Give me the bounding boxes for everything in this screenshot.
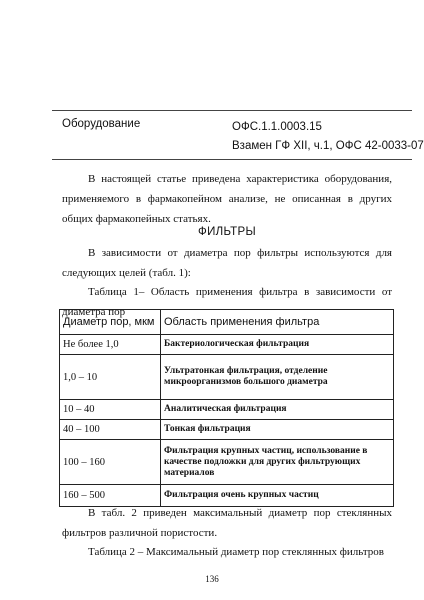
header-meta [232,118,424,156]
table-row [60,400,394,420]
column-header: Диаметр пор, мкм [60,310,161,335]
pore-diameter-cell: 100 – 160 [60,440,161,485]
application-cell: Тонкая фильтрация [161,420,394,440]
filters-paragraph: В зависимости от диаметра пор фильтры используются для следующих целей (табл. 1): [62,247,392,279]
pore-diameter-cell: 160 – 500 [60,485,161,507]
table-row [60,335,394,355]
intro-paragraph: В настоящей статье приведена характеристика оборудования, применяемого в фармакопейном анализе, не описанная в других общих фармакопейных статьях. [62,173,392,225]
table-header-row [60,310,394,335]
section-heading: ФИЛЬТРЫ [198,226,256,238]
pore-diameter-cell: 1,0 – 10 [60,355,161,400]
header-bottom-rule [52,159,412,160]
header-code: ОФС.1.1.0003.15 [232,121,322,133]
pore-diameter-cell: 10 – 40 [60,400,161,420]
table-row [60,355,394,400]
pore-diameter-cell: Не более 1,0 [60,335,161,355]
application-cell: Фильтрация очень крупных частиц [161,485,394,507]
pore-diameter-cell: 40 – 100 [60,420,161,440]
table2-reference-paragraph: В табл. 2 приведен максимальный диаметр пор стеклянных фильтров различной пористости. [62,507,392,539]
application-cell: Бактериологическая фильтрация [161,335,394,355]
table1-caption: Таблица 1– Область применения фильтра в зависимости от диаметра пор [62,286,392,318]
application-cell: Фильтрация крупных частиц, использование в качестве подложки для других фильтрующих материалов [161,440,394,485]
application-cell: Ультратонкая фильтрация, отделение микроорганизмов большого диаметра [161,355,394,400]
filter-application-table [59,309,394,507]
table2-caption: Таблица 2 – Максимальный диаметр пор стеклянных фильтров [88,546,384,558]
table-row [60,440,394,485]
header-section: Оборудование [62,118,141,130]
header-replaces: Взамен ГФ XII, ч.1, ОФС 42-0033-07 [232,140,424,152]
header-top-rule [52,110,412,111]
column-header: Область применения фильтра [161,310,394,335]
application-cell: Аналитическая фильтрация [161,400,394,420]
table-row [60,420,394,440]
page-number: 136 [205,574,219,584]
